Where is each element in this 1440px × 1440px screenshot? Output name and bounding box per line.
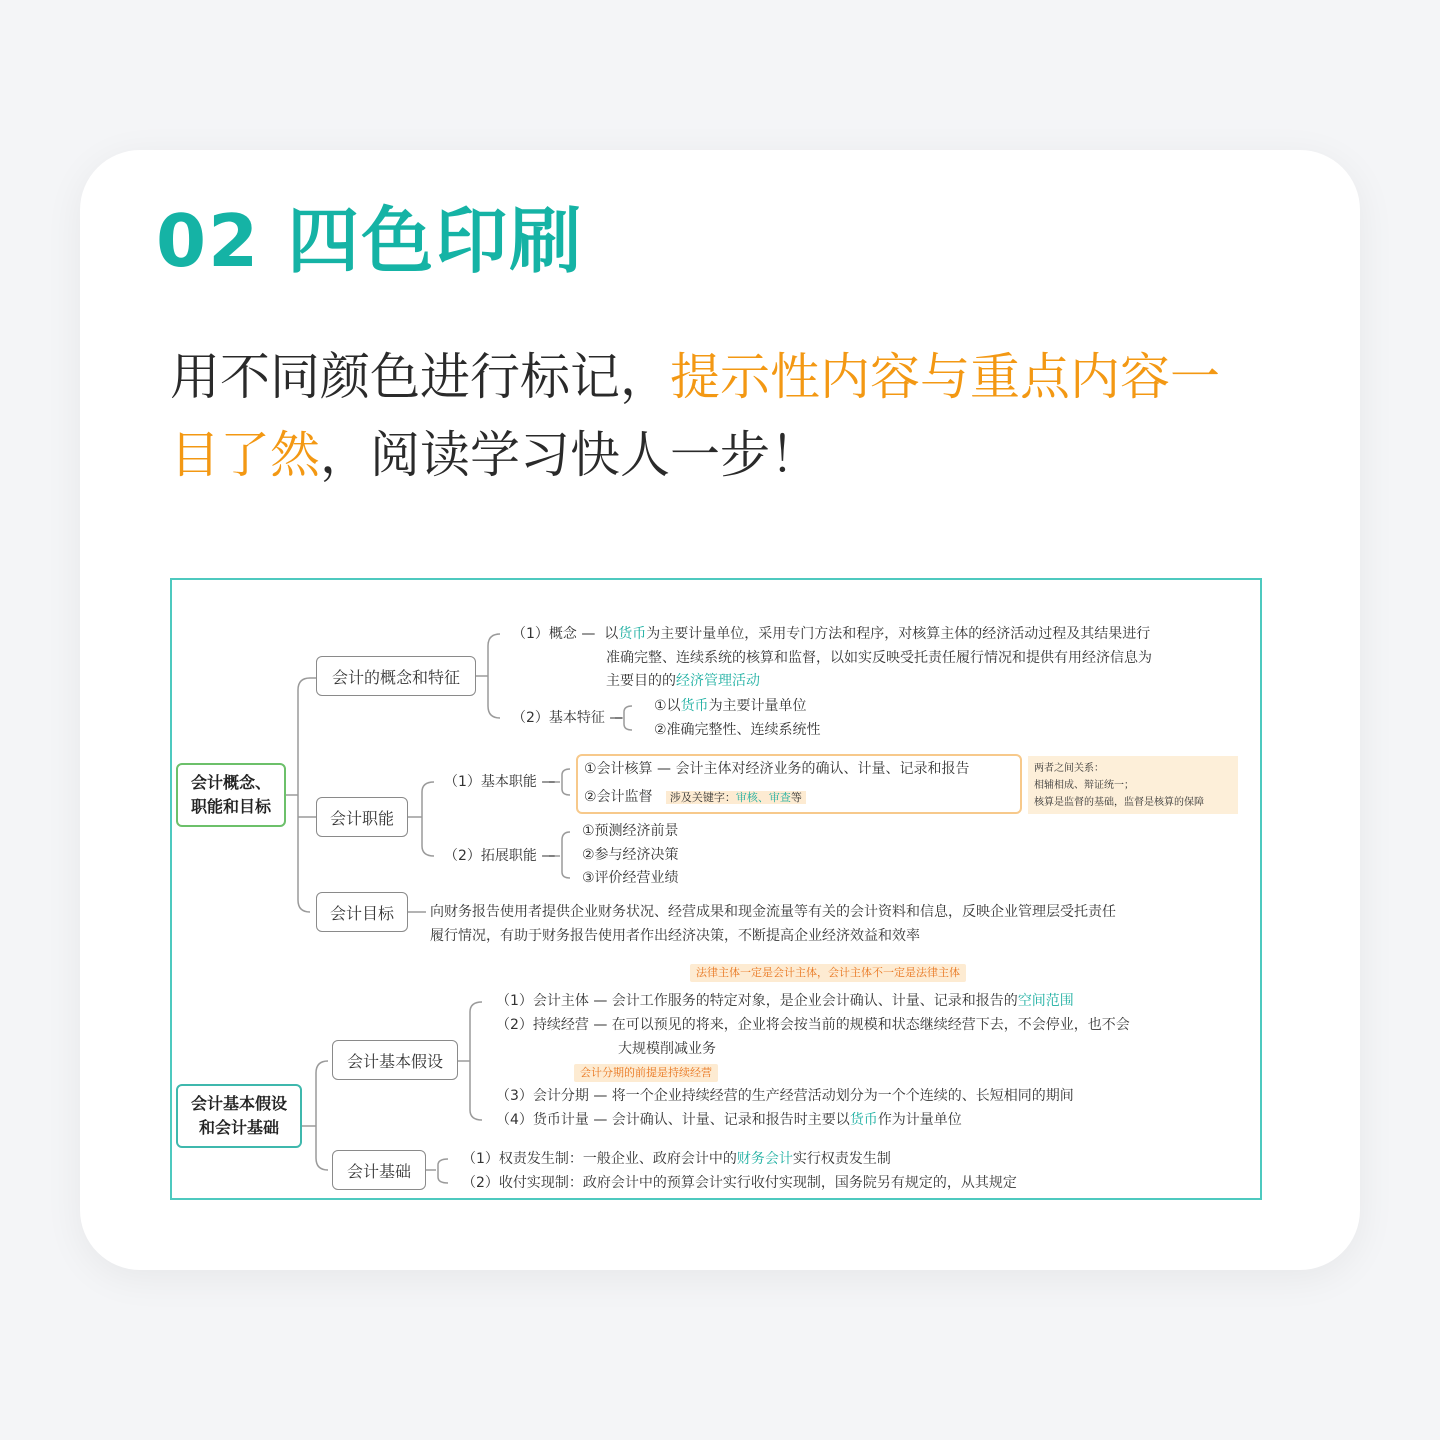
feature-2: ②准确完整性、连续系统性: [654, 722, 821, 738]
extended-function-3: ③评价经营业绩: [582, 870, 679, 886]
assumption-2-cont: 大规模削减业务: [618, 1041, 716, 1057]
extended-function-2: ②参与经济决策: [582, 847, 679, 863]
basic-functions-label: （1）基本职能 —: [444, 774, 556, 790]
desc-text-2: ，阅读学习快人一步！: [320, 426, 820, 484]
basic-function-2: ②会计监督 涉及关键字：审核、审查等: [584, 785, 806, 810]
supervision-keywords: 涉及关键字：审核、审查等: [666, 791, 806, 804]
desc-highlight: 提示性内容与重点内容一目了然: [170, 348, 1220, 484]
features-label: （2）基本特征 —: [512, 710, 624, 726]
assumption-note-entity: 法律主体一定是会计主体，会计主体不一定是法律主体: [690, 964, 966, 982]
node-accounting-functions: 会计职能: [316, 797, 408, 837]
mindmap-root-concept: 会计概念、职能和目标: [176, 763, 286, 827]
node-basic-assumptions: 会计基本假设: [332, 1040, 458, 1080]
goal-line-1: 向财务报告使用者提供企业财务状况、经营成果和现金流量等有关的会计资料和信息，反映企业管理层受托责任: [430, 904, 1116, 920]
node-concept-features: 会计的概念和特征: [316, 656, 476, 696]
assumption-note-period: 会计分期的前提是持续经营: [574, 1064, 718, 1082]
relation-note: 两者之间关系： 相辅相成、辩证统一； 核算是监督的基础，监督是核算的保障: [1028, 756, 1238, 814]
assumption-3: （3）会计分期 — 将一个企业持续经营的生产经营活动划分为一个个连续的、长短相同的期间: [496, 1088, 1074, 1104]
section-description: [170, 338, 1250, 494]
desc-text-1: 用不同颜色进行标记，: [170, 348, 670, 406]
assumption-2: （2）持续经营 — 在可以预见的将来，企业将会按当前的规模和状态继续经营下去，不会停业，也不会: [496, 1017, 1130, 1033]
concept-line-2: 准确完整、连续系统的核算和监督，以如实反映受托责任履行情况和提供有用经济信息为: [606, 650, 1152, 666]
assumption-1: （1）会计主体 — 会计工作服务的特定对象，是企业会计确认、计量、记录和报告的空间范围: [496, 993, 1074, 1009]
goal-line-2: 履行情况，有助于财务报告使用者作出经济决策，不断提高企业经济效益和效率: [430, 928, 920, 944]
concept-line-3: 主要目的的经济管理活动: [606, 673, 760, 689]
mindmap-root-assumption: 会计基本假设和会计基础: [176, 1084, 302, 1148]
feature-1: ①以货币为主要计量单位: [654, 698, 807, 714]
node-accounting-goal: 会计目标: [316, 892, 408, 932]
section-title: 02 四色印刷: [156, 199, 584, 283]
node-accounting-basis: 会计基础: [332, 1150, 426, 1190]
concept-line-1: （1）概念 — 以货币为主要计量单位，采用专门方法和程序，对核算主体的经济活动过程及其结果进行: [512, 626, 1151, 642]
basis-2: （2）收付实现制：政府会计中的预算会计实行收付实现制，国务院另有规定的，从其规定: [462, 1175, 1017, 1191]
extended-functions-label: （2）拓展职能 —: [444, 848, 556, 864]
basis-1: （1）权责发生制：一般企业、政府会计中的财务会计实行权责发生制: [462, 1151, 891, 1167]
extended-function-1: ①预测经济前景: [582, 823, 679, 839]
assumption-4: （4）货币计量 — 会计确认、计量、记录和报告时主要以货币作为计量单位: [496, 1112, 962, 1128]
basic-function-1: ①会计核算 — 会计主体对经济业务的确认、计量、记录和报告: [584, 761, 970, 777]
